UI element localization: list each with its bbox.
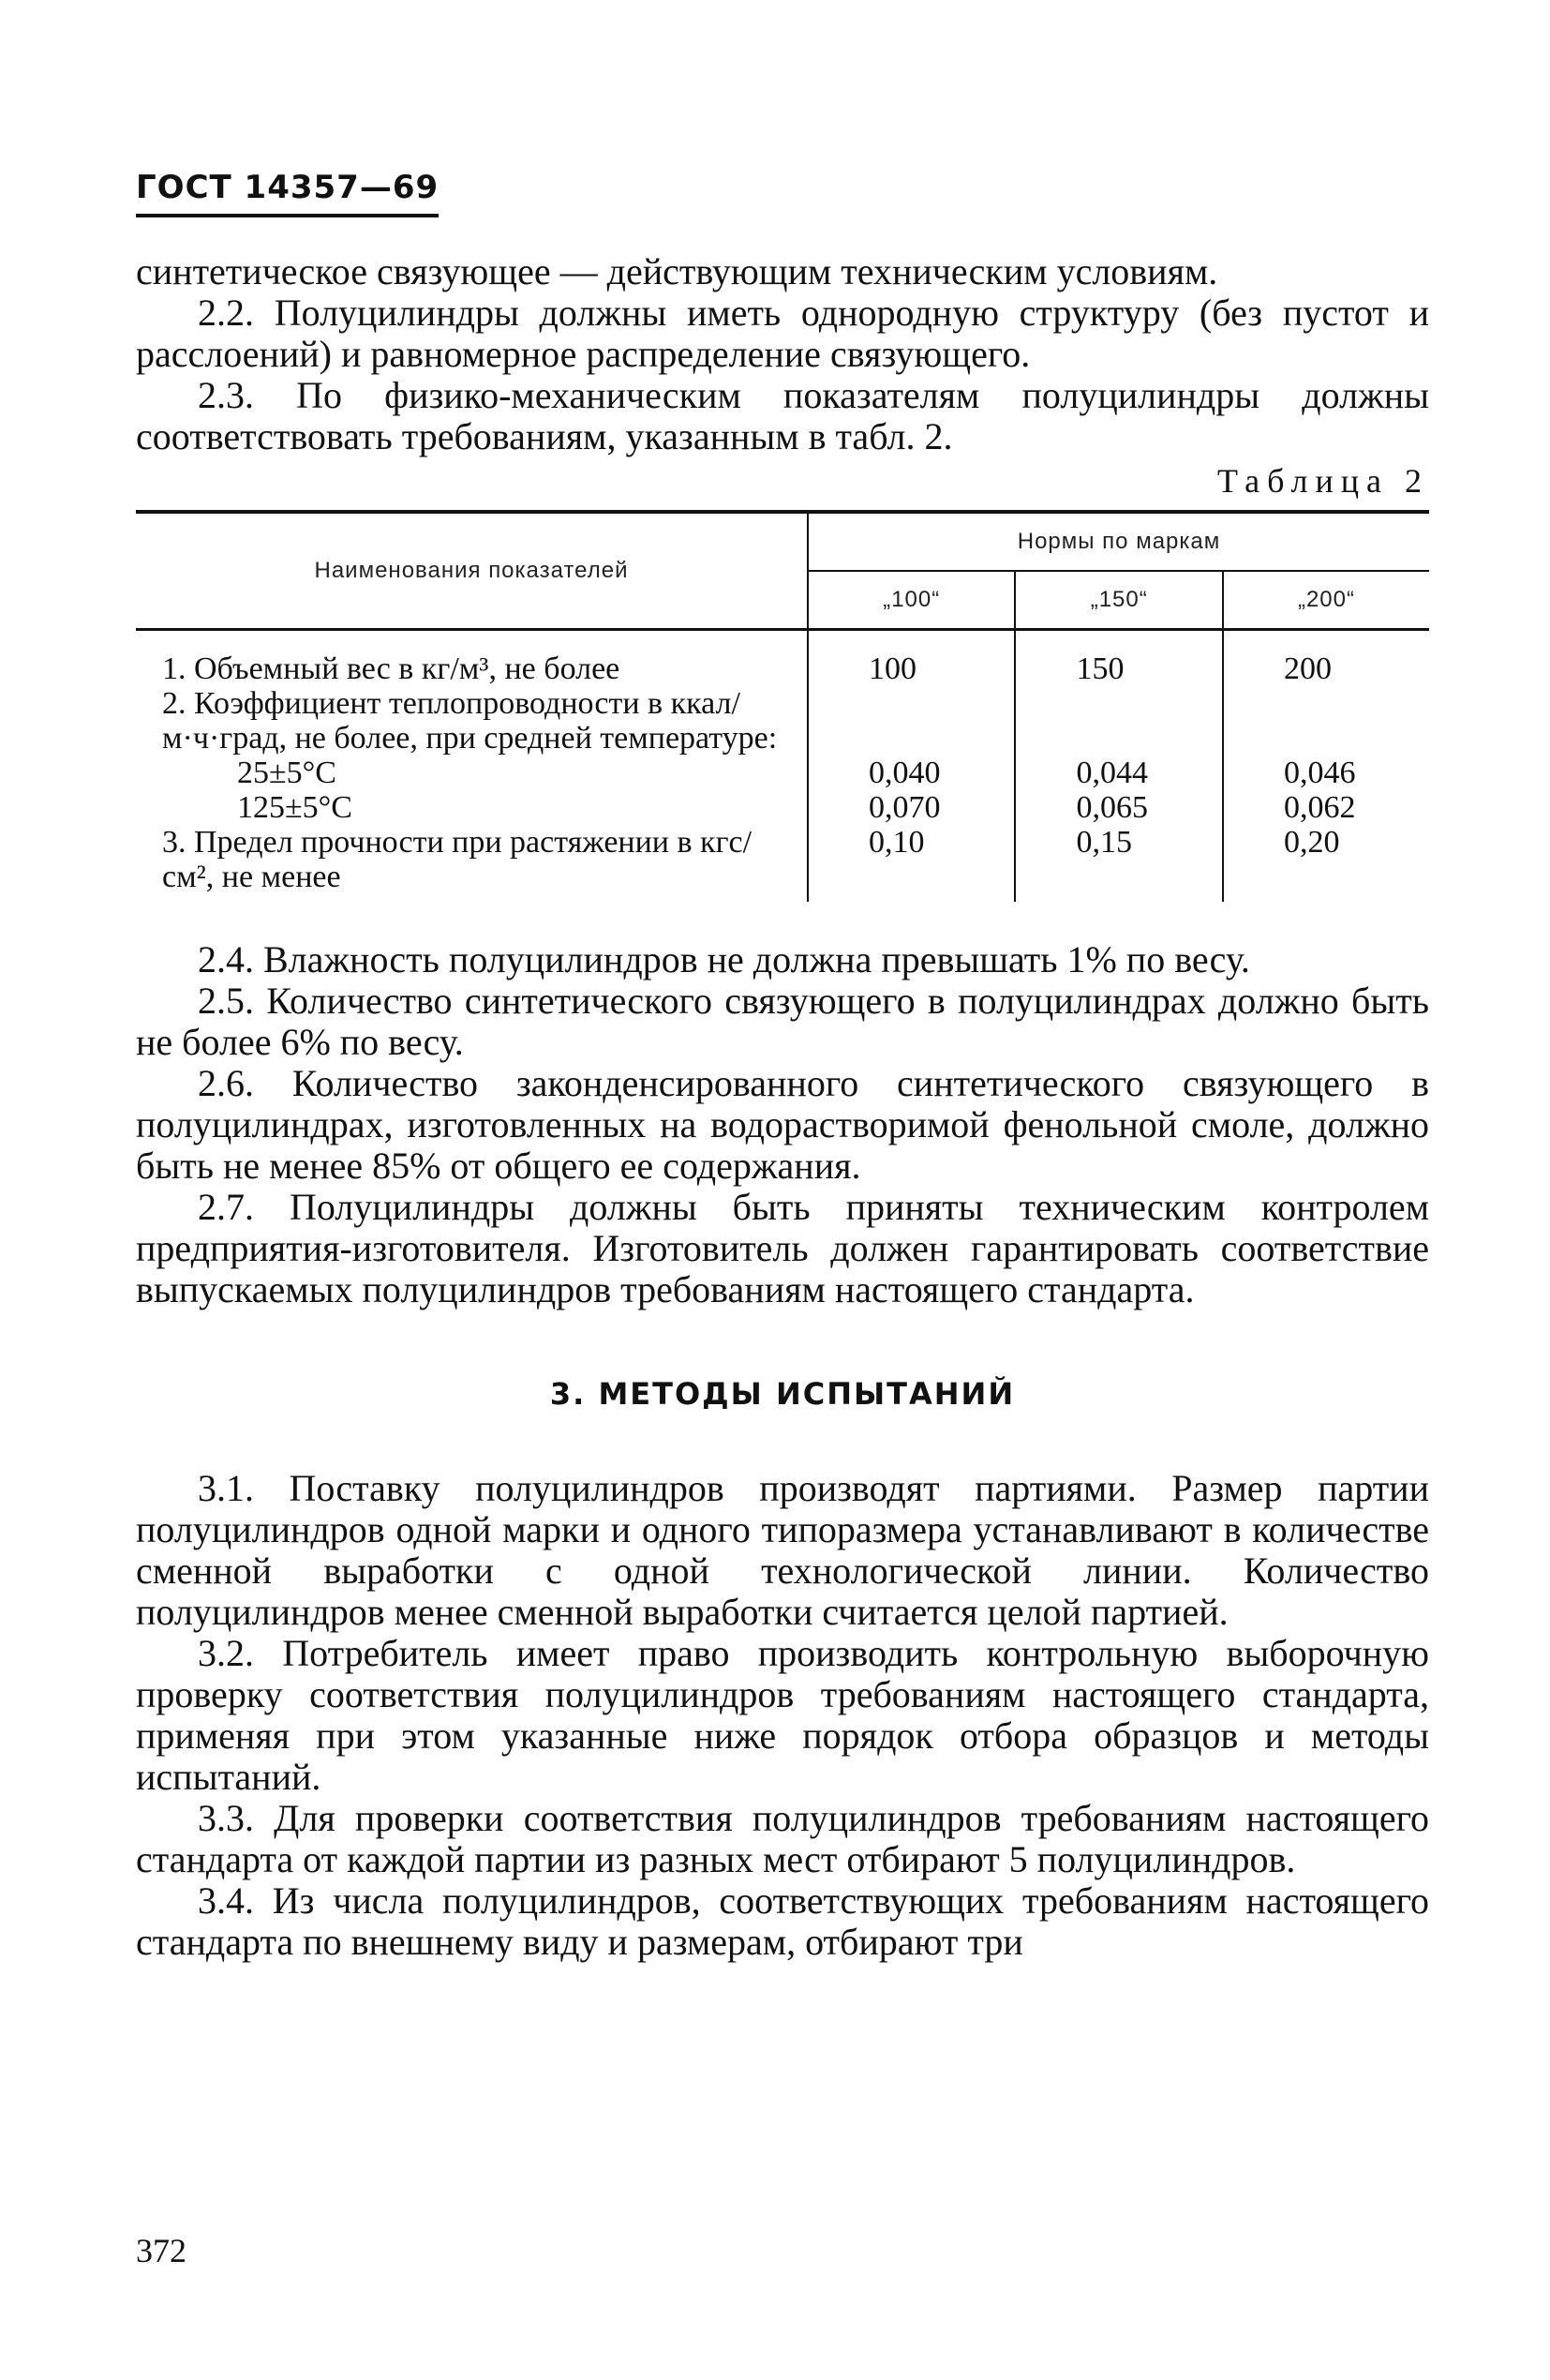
grade-header: „150“ xyxy=(1015,571,1222,630)
grade-header: „100“ xyxy=(808,571,1015,630)
properties-table xyxy=(136,510,1429,902)
cell-value: 0,070 xyxy=(808,790,1015,825)
cell-value: 150 xyxy=(1015,630,1222,687)
cell-value: 0,20 xyxy=(1283,825,1340,860)
row-label: 3. Предел прочности при растяжении в кгс/см², не менее xyxy=(162,825,753,894)
paragraph-3-3: 3.3. Для проверки соответствия полуцилиндров требованиям настоящего стандарта от каждой партии из разных мест отбирают 5 полуцилиндров. xyxy=(136,1797,1429,1880)
cell-value: 0,040 xyxy=(808,756,1015,790)
table-row xyxy=(136,630,1429,687)
document-header: ГОСТ 14357—69 xyxy=(136,169,439,217)
table-row xyxy=(136,825,1429,902)
row-label: 125±5°С xyxy=(237,790,352,825)
cell-value: 200 xyxy=(1283,651,1332,686)
table-row xyxy=(136,756,1429,790)
cell-value xyxy=(1223,686,1429,756)
cell-value: 0,062 xyxy=(1283,790,1356,825)
paragraph-2-3: 2.3. По физико-механическим показателям полуцилиндры должны соответствовать требованиям, указанным в табл. 2. xyxy=(136,374,1429,457)
cell-value: 0,044 xyxy=(1015,756,1222,790)
paragraph-3-1: 3.1. Поставку полуцилиндров производят партиями. Размер партии полуцилиндров одной марки и одного типоразмера устанавливают в количестве сменной выработки с одной технологической линии. Количество полуцилиндров менее сменной выработки считается целой партией. xyxy=(136,1467,1429,1633)
paragraph-2-4: 2.4. Влажность полуцилиндров не должна превышать 1% по весу. xyxy=(198,938,1250,980)
cell-value: 0,065 xyxy=(1015,790,1222,825)
cell-value: 0,046 xyxy=(1283,756,1356,790)
column-header-name: Наименования показателей xyxy=(136,512,808,630)
paragraph-2-5: 2.5. Количество синтетического связующего в полуцилиндрах должно быть не более 6% по весу. xyxy=(136,980,1429,1063)
table-caption: Таблица 2 xyxy=(1217,462,1429,500)
paragraph-3-2: 3.2. Потребитель имеет право производить контрольную выборочную проверку соответствия полуцилиндров требованиям настоящего стандарта, применяя при этом указанные ниже порядок отбора образцов и методы испытаний. xyxy=(136,1632,1429,1798)
section-title: 3. МЕТОДЫ ИСПЫТАНИЙ xyxy=(549,1376,1016,1412)
document-page xyxy=(136,169,1429,1963)
cell-value xyxy=(808,686,1015,756)
table-row xyxy=(136,686,1429,756)
table-row xyxy=(136,790,1429,825)
cell-value: 0,10 xyxy=(808,825,1015,902)
column-header-norms: Нормы по маркам xyxy=(808,512,1429,571)
paragraph-3-4: 3.4. Из числа полуцилиндров, соответствующих требованиям настоящего стандарта по внешнему виду и размерам, отбирают три xyxy=(136,1879,1429,1963)
paragraph-2-2: 2.2. Полуцилиндры должны иметь однородную структуру (без пустот и расслоений) и равномерное распределение связующего. xyxy=(136,292,1429,375)
paragraph-2-6: 2.6. Количество законденсированного синтетического связующего в полуцилиндрах, изготовленных на водорастворимой фенольной смоле, должно быть не менее 85% от общего ее содержания. xyxy=(136,1062,1429,1187)
cell-value: 0,15 xyxy=(1015,825,1222,902)
row-label: 2. Коэффициент теплопроводности в ккал/м·ч·град, не более, при средней температуре: xyxy=(162,686,778,756)
row-label: 25±5°С xyxy=(237,756,336,790)
grade-header: „200“ xyxy=(1223,571,1429,630)
cell-value xyxy=(1015,686,1222,756)
paragraph-2-7: 2.7. Полуцилиндры должны быть приняты техническим контролем предприятия-изготовителя. Изготовитель должен гарантировать соответствие выпускаемых полуцилиндров требованиям настоящего стандарта. xyxy=(136,1186,1429,1310)
page-number: 372 xyxy=(136,2232,186,2269)
row-label: 1. Объемный вес в кг/м³, не более xyxy=(162,651,620,686)
cell-value: 100 xyxy=(808,630,1015,687)
paragraph-continuation: синтетическое связующее — действующим техническим условиям. xyxy=(136,250,1218,292)
